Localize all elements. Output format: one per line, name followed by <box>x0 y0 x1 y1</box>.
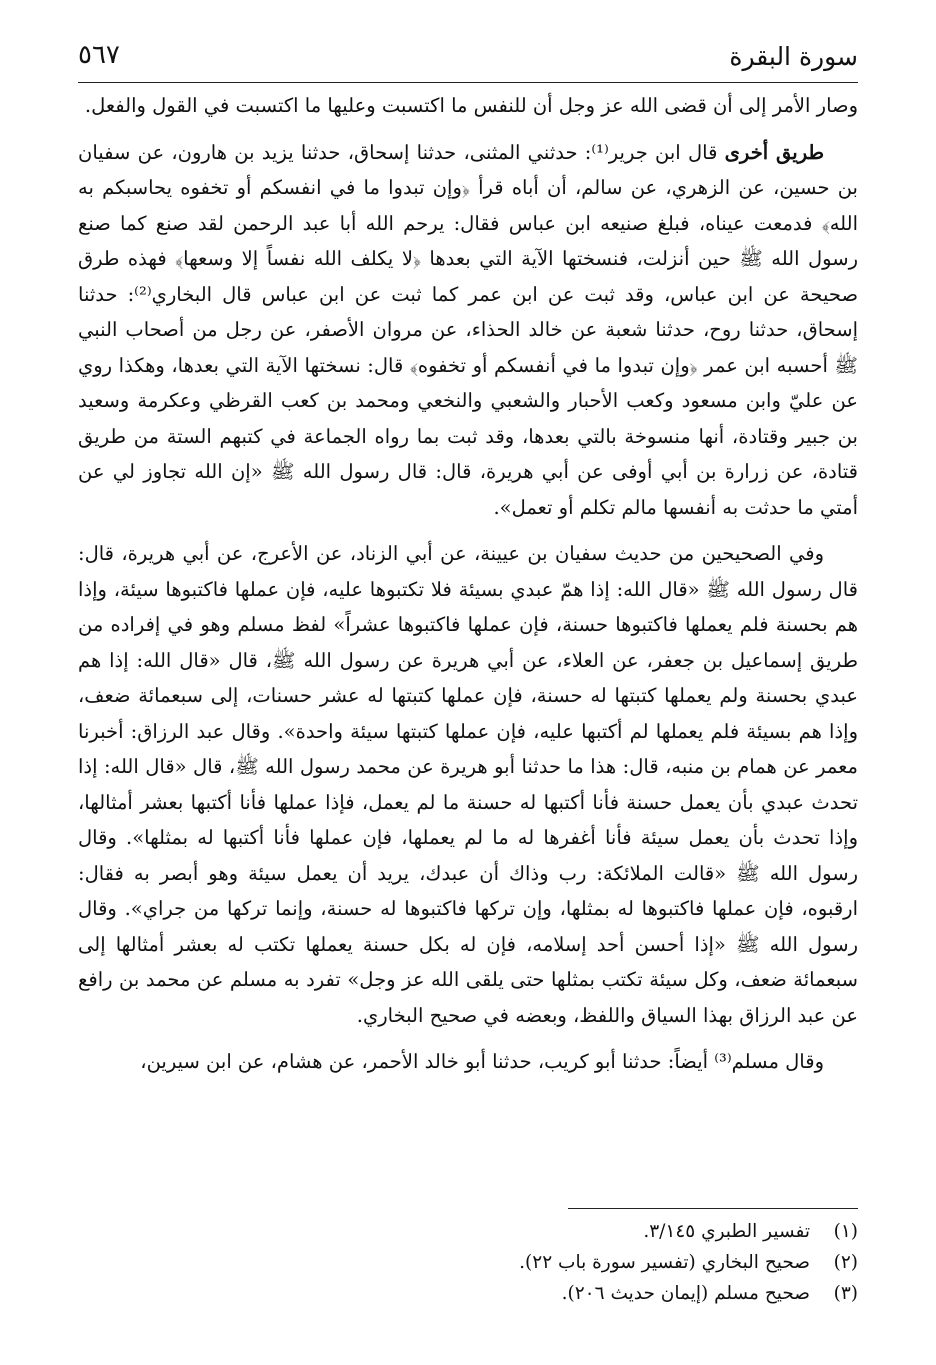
surah-title: سورة البقرة <box>729 42 858 71</box>
page-header <box>78 38 858 83</box>
footnote-separator <box>568 1208 858 1209</box>
page-number: ٥٦٧ <box>78 40 120 70</box>
footnote-1-number: (١) <box>833 1221 858 1242</box>
paragraph-2-lead: طريق أخرى <box>724 140 824 164</box>
footnote-2-text: صحيح البخاري (تفسير سورة باب ٢٢). <box>519 1252 810 1273</box>
paragraph-2-text: قال ابن جرير⁽¹⁾: حدثني المثنى، حدثنا إسحاق، حدثنا يزيد بن هارون، عن سفيان بن حسين، عن الزهري، عن سالم، أن أباه قرأ ﴿وإن تبدوا ما في انفسكم أو تخفوه يحاسبكم به الله﴾ فدمعت عيناه، فبلغ صنيعه ابن عباس فقال: يرحم الله أبا عبد الرحمن لقد صنع كما صنع رسول الله ﷺ حين أنزلت، فنسختها الآية التي بعدها ﴿لا يكلف الله نفساً إلا وسعها﴾ فهذه طرق صحيحة عن ابن عباس، وقد ثبت عن ابن عمر كما ثبت عن ابن عباس قال البخاري⁽²⁾: حدثنا إسحاق، حدثنا روح، حدثنا شعبة عن خالد الحذاء، عن مروان الأصفر، عن رجل من أصحاب النبي ﷺ أحسبه ابن عمر ﴿وإن تبدوا ما في أنفسكم أو تخفوه﴾ قال: نسختها الآية التي بعدها، وهكذا روي عن عليّ وابن مسعود وكعب الأحبار والشعبي والنخعي ومحمد بن كعب القرظي وعكرمة وسعيد بن جبير وقتادة، أنها منسوخة بالتي بعدها، وقد ثبت بما رواه الجماعة في كتبهم الستة من طريق قتادة، عن زرارة بن أبي أوفى عن أبي هريرة، قال: قال رسول الله ﷺ «إن الله تجاوز لي عن أمتي ما حدثت به أنفسها مالم تكلم أو تعمل». <box>78 140 859 519</box>
page-body <box>78 88 858 1091</box>
footnote-2-number: (٢) <box>833 1252 858 1273</box>
footnote-3 <box>300 1278 858 1309</box>
paragraph-1: وصار الأمر إلى أن قضى الله عز وجل أن للنفس ما اكتسبت وعليها ما اكتسبت في القول والفعل. <box>84 94 858 117</box>
paragraph-3: وفي الصحيحين من حديث سفيان بن عيينة، عن أبي الزناد، عن الأعرج، عن أبي هريرة، قال: قال رسول الله ﷺ «قال الله: إذا همّ عبدي بسيئة فلا تكتبوها عليه، فإن عملها فاكتبوها سيئة، وإذا هم بحسنة فلم يعملها فاكتبوها حسنة، فإن عملها فاكتبوها عشراً» لفظ مسلم وهو في إفراده من طريق إسماعيل بن جعفر، عن العلاء، عن أبي هريرة عن رسول الله ﷺ، قال «قال الله: إذا هم عبدي بحسنة ولم يعملها كتبتها له حسنة، فإن عملها كتبتها له عشر حسنات، إلى سبعمائة ضعف، وإذا هم بسيئة فلم يعملها لم أكتبها عليه، فإن عملها كتبتها سيئة واحدة». وقال عبد الرزاق: أخبرنا معمر عن همام بن منبه، قال: هذا ما حدثنا أبو هريرة عن محمد رسول الله ﷺ، قال «قال الله: إذا تحدث عبدي بأن يعمل حسنة فأنا أكتبها له حسنة ما لم يعمل، فإذا عملها فأنا أكتبها بعشر أمثالها، وإذا تحدث بأن يعمل سيئة فأنا أغفرها له ما لم يعملها، فإن عملها فأنا أكتبها له بمثلها». وقال رسول الله ﷺ «قالت الملائكة: رب وذاك أن عبدك، يريد أن يعمل سيئة وهو أبصر به فقال: ارقبوه، فإن عملها فاكتبوها له بمثلها، وإن تركها فاكتبوها له حسنة، وإنما تركها من جراي». وقال رسول الله ﷺ «إذا أحسن أحد إسلامه، فإن له بكل حسنة يعملها تكتب له بعشر أمثالها إلى سبعمائة ضعف، وكل سيئة تكتب بمثلها حتى يلقى الله عز وجل» تفرد به مسلم عن محمد بن رافع عن عبد الرزاق بهذا السياق واللفظ، وبعضه في صحيح البخاري. <box>78 542 859 1027</box>
footnote-1 <box>300 1216 858 1247</box>
footnotes <box>300 1216 858 1309</box>
footnote-3-text: صحيح مسلم (إيمان حديث ٢٠٦). <box>561 1283 810 1304</box>
footnote-2 <box>300 1247 858 1278</box>
paragraph-4: وقال مسلم⁽³⁾ أيضاً: حدثنا أبو كريب، حدثنا أبو خالد الأحمر، عن هشام، عن ابن سيرين، <box>140 1050 824 1073</box>
footnote-1-text: تفسير الطبري ٣/١٤٥. <box>643 1221 810 1242</box>
footnote-3-number: (٣) <box>833 1283 858 1304</box>
paragraph-2 <box>78 135 858 526</box>
